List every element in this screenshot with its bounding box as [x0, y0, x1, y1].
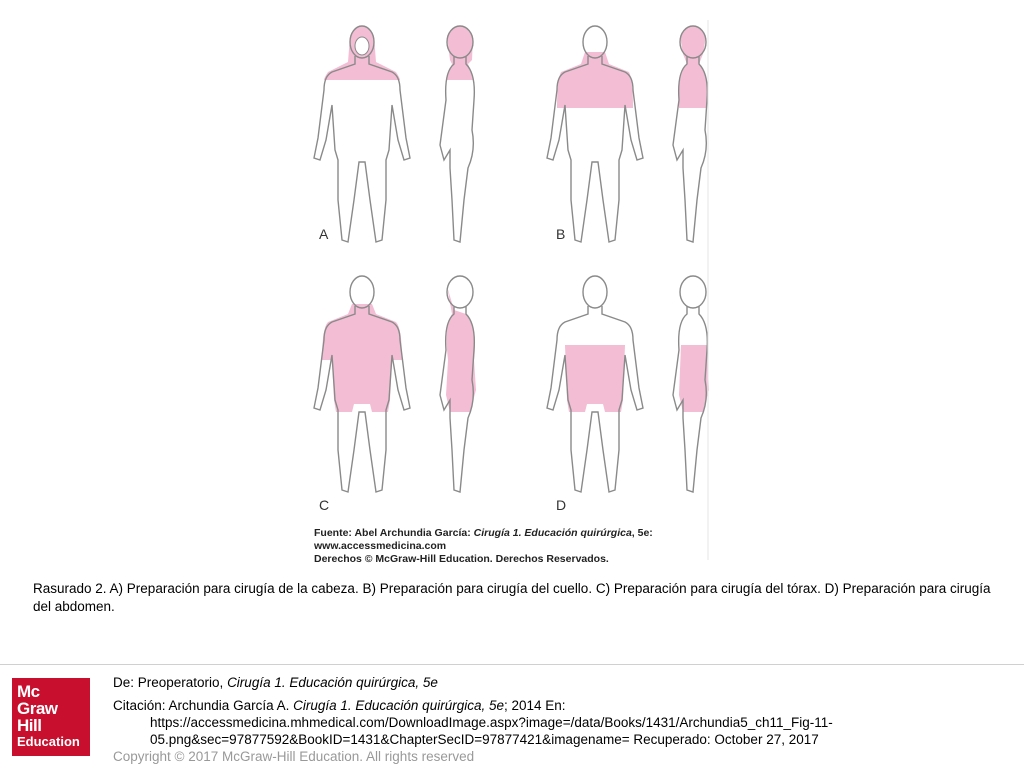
panel-d-side	[673, 276, 709, 492]
figure-caption: Rasurado 2. A) Preparación para cirugía de la cabeza. B) Preparación para cirugía del cuello. C) Preparación para cirugía del tórax. D) Preparación para cirugía del abdomen.	[33, 581, 991, 614]
figure-source-line-2: www.accessmedicina.com	[314, 540, 447, 552]
citation-reference: Citación: Archundia García A. Cirugía 1. Educación quirúrgica, 5e; 2014 En:	[113, 698, 566, 713]
logo-line-3: Hill	[17, 716, 42, 735]
logo-line-2: Graw	[17, 699, 58, 718]
panel-label-c: C	[319, 497, 330, 513]
panel-a-front	[314, 26, 410, 242]
panel-b-side	[673, 26, 707, 242]
citation-url-line-2: 05.png&sec=97877592&BookID=1431&ChapterSecID=97877421&imagename= Recuperado: October 27, 2017	[150, 732, 819, 747]
citation-from: De: Preoperatorio, Cirugía 1. Educación quirúrgica, 5e	[113, 675, 438, 690]
logo-line-1: Mc	[17, 682, 40, 701]
panel-a-side	[440, 26, 474, 242]
citation-block	[113, 674, 1013, 765]
logo-line-4: Education	[17, 734, 80, 749]
panel-c-side	[440, 276, 476, 492]
mcgraw-hill-logo	[12, 678, 90, 756]
divider	[0, 664, 1024, 665]
body-diagrams	[300, 20, 715, 565]
copyright-notice: Copyright © 2017 McGraw-Hill Education. All rights reserved	[113, 749, 475, 764]
shaving-figure	[300, 20, 715, 565]
panel-label-d: D	[556, 497, 567, 513]
panel-label-b: B	[556, 226, 566, 242]
panel-d-front	[547, 276, 643, 492]
panel-c-front	[314, 276, 410, 492]
figure-source-line-1: Fuente: Abel Archundia García: Cirugía 1. Educación quirúrgica, 5e:	[314, 527, 653, 539]
figure-source-line-3: Derechos © McGraw-Hill Education. Derechos Reservados.	[314, 553, 609, 565]
citation-url-line-1[interactable]: https://accessmedicina.mhmedical.com/DownloadImage.aspx?image=/data/Books/1431/Archundia5_ch11_Fig-11-	[150, 715, 833, 730]
panel-label-a: A	[319, 226, 329, 242]
figure-source	[314, 527, 714, 566]
panel-b-front	[547, 26, 643, 242]
